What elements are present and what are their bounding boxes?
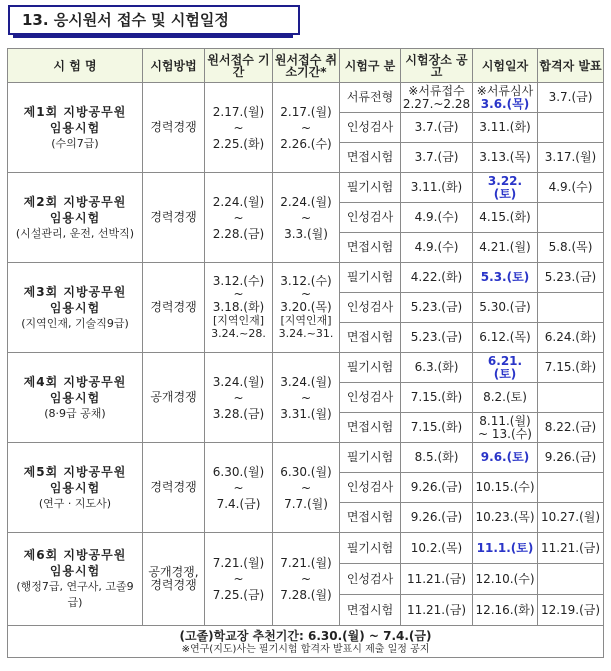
exam-name-cell	[8, 263, 143, 353]
exam-method: 경력경쟁	[143, 173, 205, 263]
receipt-period	[205, 443, 273, 533]
exam-date	[473, 564, 538, 595]
venue-notice: 9.26.(금)	[401, 503, 473, 533]
exam-date	[473, 263, 538, 293]
exam-category: (행정7급, 연구사, 고졸9급)	[16, 580, 134, 609]
receipt-period	[205, 353, 273, 443]
header-date: 시험일자	[473, 49, 538, 83]
stage-name: 면접시험	[340, 233, 401, 263]
stage-name: 인성검사	[340, 383, 401, 413]
period-line: 2.26.(수)	[280, 136, 332, 151]
period-line: 2.17.(월)	[212, 104, 265, 119]
exam-name-line1: 제1회 지방공무원	[23, 104, 127, 119]
period-line: 3.24.~31.	[278, 327, 334, 340]
period-line: 2.17.(월)	[280, 104, 332, 119]
venue-notice: 5.23.(금)	[401, 323, 473, 353]
result-date: 9.26.(금)	[538, 443, 604, 473]
result-date	[538, 293, 604, 323]
period-line: ~	[300, 390, 312, 405]
exam-name-line2: 임용시험	[49, 210, 101, 225]
venue-notice: 8.5.(화)	[401, 443, 473, 473]
period-line: [지역인재]	[212, 314, 265, 327]
period-line: ~	[300, 572, 312, 586]
venue-notice: 5.23.(금)	[401, 293, 473, 323]
cancel-period	[273, 263, 340, 353]
period-line: 2.25.(화)	[212, 136, 265, 151]
exam-date-main: 4.21.(월)	[479, 240, 531, 254]
exam-category: (8·9급 공채)	[44, 406, 106, 420]
exam-name-cell	[8, 533, 143, 626]
exam-date	[473, 413, 538, 443]
research-note: ※연구(지도)사는 필기시험 합격자 발표시 제출 일정 공지	[181, 643, 430, 655]
notes-row	[8, 626, 604, 658]
exam-name-cell	[8, 443, 143, 533]
venue-notice: 7.15.(화)	[401, 413, 473, 443]
receipt-period	[205, 533, 273, 626]
venue-notice: 10.2.(목)	[401, 533, 473, 564]
exam-name-cell	[8, 173, 143, 263]
exam-date-main: ※서류심사	[476, 83, 534, 98]
header-method: 시험방법	[143, 49, 205, 83]
stage-name: 면접시험	[340, 413, 401, 443]
venue-notice: 4.22.(화)	[401, 263, 473, 293]
exam-date	[473, 473, 538, 503]
exam-date	[473, 353, 538, 383]
period-line: 7.21.(월)	[212, 556, 265, 570]
header-venue: 시험장소 공고	[401, 49, 473, 83]
period-line: ~	[233, 287, 244, 301]
exam-date-main: 9.6.(토)	[480, 450, 530, 464]
exam-date	[473, 595, 538, 626]
result-date: 6.24.(화)	[538, 323, 604, 353]
stage-name: 면접시험	[340, 503, 401, 533]
venue-notice: 4.9.(수)	[401, 233, 473, 263]
exam-category: (지역인재, 기술직9급)	[21, 316, 129, 330]
result-date: 10.27.(월)	[538, 503, 604, 533]
stage-name: 면접시험	[340, 595, 401, 626]
period-line: 3.24.(월)	[212, 374, 265, 389]
exam-date-main: 8.2.(토)	[483, 390, 527, 404]
exam-date-main: 5.3.(토)	[480, 270, 530, 284]
result-date: 7.15.(화)	[538, 353, 604, 383]
table-row	[8, 353, 604, 383]
cancel-period	[273, 533, 340, 626]
stage-name: 서류전형	[340, 83, 401, 113]
header-stage: 시험구 분	[340, 49, 401, 83]
venue-notice: 3.7.(금)	[401, 143, 473, 173]
stage-name: 면접시험	[340, 323, 401, 353]
recommendation-period: (고졸)학교장 추천기간: 6.30.(월) ~ 7.4.(금)	[179, 628, 432, 643]
exam-name-cell	[8, 353, 143, 443]
exam-name-line2: 임용시험	[49, 564, 101, 578]
exam-date-main: 12.16.(화)	[475, 602, 535, 617]
stage-name: 인성검사	[340, 113, 401, 143]
exam-date-main: 3.11.(화)	[479, 120, 531, 134]
stage-name: 필기시험	[340, 173, 401, 203]
venue-notice: 6.3.(화)	[401, 353, 473, 383]
result-date	[538, 383, 604, 413]
exam-category: (수의7급)	[51, 136, 99, 150]
exam-name-line2: 임용시험	[49, 390, 101, 405]
exam-date	[473, 203, 538, 233]
venue-notice: 3.7.(금)	[401, 113, 473, 143]
receipt-period	[205, 173, 273, 263]
exam-method: 경력경쟁	[143, 83, 205, 173]
cancel-period	[273, 353, 340, 443]
result-date: 5.23.(금)	[538, 263, 604, 293]
stage-name: 면접시험	[340, 143, 401, 173]
exam-method: 경력경쟁	[143, 263, 205, 353]
result-date: 4.9.(수)	[538, 173, 604, 203]
exam-date-sub: ~ 13.(수)	[478, 426, 532, 441]
exam-date	[473, 323, 538, 353]
result-date	[538, 113, 604, 143]
period-line: 7.7.(월)	[284, 496, 328, 511]
stage-name: 필기시험	[340, 443, 401, 473]
period-line: 6.30.(월)	[280, 464, 332, 479]
table-row	[8, 83, 604, 113]
period-line: 3.24.(월)	[280, 374, 332, 389]
period-line: 3.3.(월)	[284, 226, 328, 241]
stage-name: 필기시험	[340, 533, 401, 564]
table-row	[8, 263, 604, 293]
exam-date	[473, 503, 538, 533]
period-line: ~	[233, 390, 244, 405]
result-date: 8.22.(금)	[538, 413, 604, 443]
title-text: 13. 응시원서 접수 및 시험일정	[8, 5, 300, 35]
period-line: 3.28.(금)	[212, 406, 265, 421]
result-date	[538, 203, 604, 233]
venue-notice: 4.9.(수)	[401, 203, 473, 233]
period-line: 2.24.(월)	[212, 194, 265, 209]
period-line: 2.28.(금)	[212, 226, 265, 241]
exam-date	[473, 173, 538, 203]
venue-notice: 3.11.(화)	[401, 173, 473, 203]
stage-name: 인성검사	[340, 293, 401, 323]
exam-date-main: 8.11.(월)	[479, 413, 531, 428]
cancel-period	[273, 443, 340, 533]
result-date: 11.21.(금)	[538, 533, 604, 564]
exam-date-main: 6.21.	[487, 353, 523, 368]
exam-name-line1: 제4회 지방공무원	[23, 374, 127, 389]
header-cancel: 원서접수 취소기간*	[273, 49, 340, 83]
stage-name: 인성검사	[340, 203, 401, 233]
table-row	[8, 533, 604, 564]
receipt-period	[205, 263, 273, 353]
venue-notice: 11.21.(금)	[401, 564, 473, 595]
exam-schedule-table	[7, 48, 604, 658]
venue-notice: 7.15.(화)	[401, 383, 473, 413]
venue-notice: ※서류접수 2.27.~2.28	[401, 83, 473, 113]
exam-date-sub: (토)	[493, 186, 517, 201]
period-line: 3.18.(화)	[212, 300, 265, 314]
period-line: ~	[233, 480, 244, 495]
exam-date-main: 5.30.(금)	[479, 300, 531, 314]
notes-cell	[8, 626, 604, 658]
period-line: ~	[300, 120, 312, 135]
exam-date	[473, 533, 538, 564]
exam-date	[473, 293, 538, 323]
venue-notice: 11.21.(금)	[401, 595, 473, 626]
exam-name-line1: 제3회 지방공무원	[23, 284, 127, 299]
exam-name-line2: 임용시험	[49, 300, 101, 315]
exam-name-cell	[8, 83, 143, 173]
period-line: 3.31.(월)	[280, 406, 332, 421]
period-line: 7.21.(월)	[280, 556, 332, 570]
section-title	[8, 5, 293, 37]
stage-name: 인성검사	[340, 473, 401, 503]
exam-method: 공개경쟁	[143, 353, 205, 443]
period-line: 6.30.(월)	[212, 464, 265, 479]
header-row	[8, 49, 604, 83]
receipt-period	[205, 83, 273, 173]
period-line: ~	[300, 287, 312, 301]
exam-name-line1: 제2회 지방공무원	[23, 194, 127, 209]
exam-date-main: 3.22.	[487, 173, 523, 188]
period-line: 7.25.(금)	[212, 588, 265, 602]
exam-date-main: 4.15.(화)	[479, 210, 531, 224]
exam-category: (연구 · 지도사)	[38, 496, 112, 510]
exam-date	[473, 233, 538, 263]
exam-date-sub: 3.6.(목)	[480, 96, 530, 111]
header-receipt: 원서접수 기 간	[205, 49, 273, 83]
exam-date-main: 3.13.(목)	[479, 150, 531, 164]
result-date: 12.19.(금)	[538, 595, 604, 626]
exam-date	[473, 383, 538, 413]
header-exam: 시 험 명	[8, 49, 143, 83]
result-date: 3.17.(월)	[538, 143, 604, 173]
header-result: 합격자 발표	[538, 49, 604, 83]
period-line: ~	[300, 480, 312, 495]
exam-date	[473, 443, 538, 473]
result-date	[538, 564, 604, 595]
exam-name-line2: 임용시험	[49, 120, 101, 135]
table-row	[8, 443, 604, 473]
exam-name-line1: 제6회 지방공무원	[23, 548, 127, 562]
exam-name-line1: 제5회 지방공무원	[23, 464, 127, 479]
table-row	[8, 173, 604, 203]
period-line: ~	[300, 210, 312, 225]
exam-date-sub: (토)	[493, 366, 517, 381]
period-line: 7.28.(월)	[280, 588, 332, 602]
stage-name: 필기시험	[340, 263, 401, 293]
exam-date	[473, 143, 538, 173]
exam-name-line2: 임용시험	[49, 480, 101, 495]
exam-category: (시설관리, 운전, 선박직)	[15, 226, 135, 240]
exam-date-main: 6.12.(목)	[479, 330, 531, 344]
period-line: ~	[233, 210, 244, 225]
result-date: 3.7.(금)	[538, 83, 604, 113]
result-date	[538, 473, 604, 503]
exam-date-main: 10.15.(수)	[475, 480, 535, 494]
period-line: 7.4.(금)	[216, 496, 261, 511]
stage-name: 인성검사	[340, 564, 401, 595]
exam-date	[473, 113, 538, 143]
exam-date	[473, 83, 538, 113]
exam-method: 공개경쟁, 경력경쟁	[143, 533, 205, 626]
period-line: 3.24.~28.	[211, 327, 266, 340]
result-date: 5.8.(목)	[538, 233, 604, 263]
exam-date-main: 12.10.(수)	[475, 571, 535, 586]
period-line: 3.12.(수)	[280, 274, 332, 288]
period-line: 2.24.(월)	[280, 194, 332, 209]
period-line: ~	[233, 572, 244, 586]
cancel-period	[273, 173, 340, 263]
exam-date-main: 11.1.(토)	[476, 540, 534, 555]
period-line: 3.20.(목)	[280, 300, 332, 314]
period-line: ~	[233, 120, 244, 135]
period-line: [지역인재]	[280, 314, 332, 327]
cancel-period	[273, 83, 340, 173]
period-line: 3.12.(수)	[212, 274, 265, 288]
exam-method: 경력경쟁	[143, 443, 205, 533]
exam-date-main: 10.23.(목)	[475, 510, 535, 524]
stage-name: 필기시험	[340, 353, 401, 383]
venue-notice: 9.26.(금)	[401, 473, 473, 503]
